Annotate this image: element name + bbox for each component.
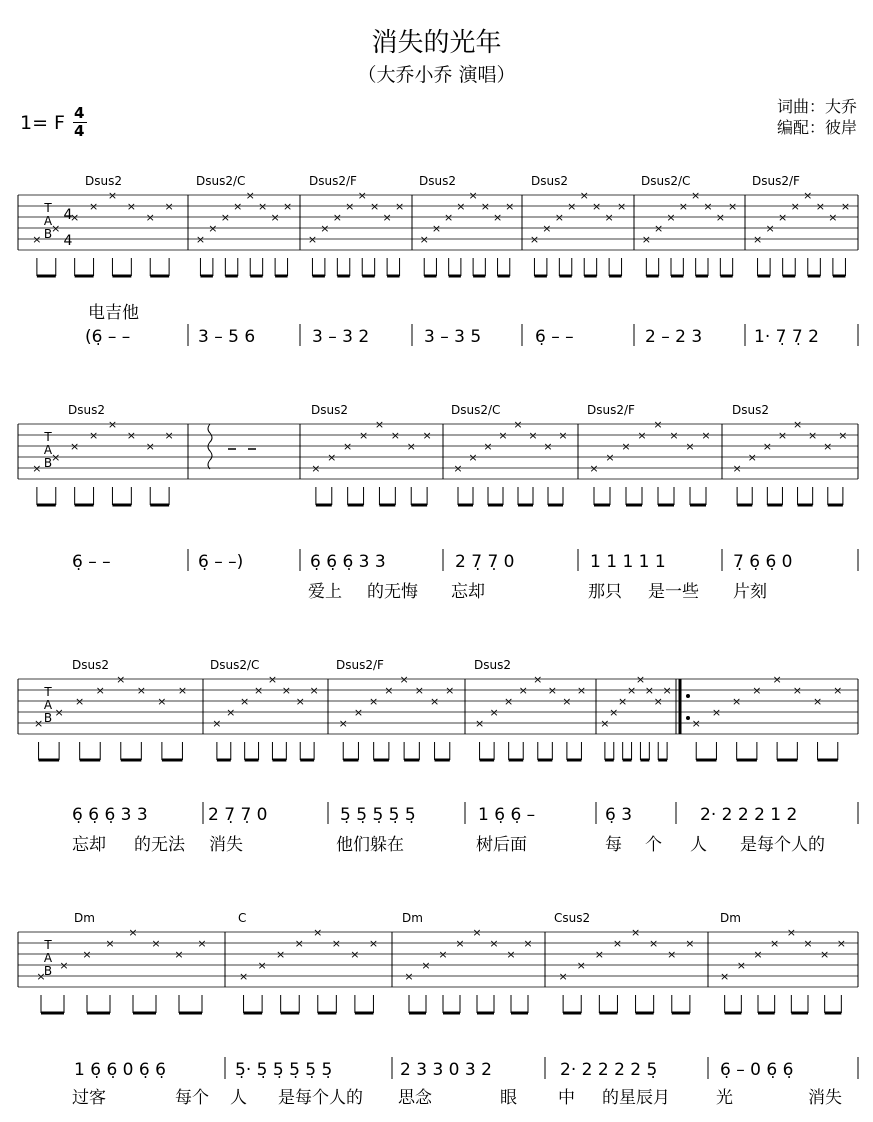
tab-note: × [295,695,305,708]
tab-note: × [653,418,663,431]
tab-note: × [685,440,695,453]
song-subtitle: （大乔小乔 演唱） [357,64,516,86]
tab-note: × [208,222,218,235]
tab-clef-letter: A [43,443,53,457]
tab-clef-letter: T [44,938,52,952]
tab-clef-letter: T [44,685,52,699]
tab-note: × [513,418,523,431]
tab-note: × [174,948,184,961]
tab-note: × [833,684,843,697]
numbered-notation-measure: 2 7̣ 7̣ 0 [455,552,515,572]
numbered-notation-measure: 1 1 1 1 1 [590,552,666,572]
tab-note: × [506,948,516,961]
numbered-notation-measure: 3 – 5 6 [198,327,256,347]
numbered-notation-measure: 5̣ 5̣ 5̣ 5̣ 5̣ [340,805,416,825]
time-signature-denominator: 4 [74,122,85,140]
tab-note: × [838,429,848,442]
tab-note: × [384,684,394,697]
tab-note: × [145,211,155,224]
tab-note: × [33,717,44,730]
tab-note: × [621,440,631,453]
tab-note: × [667,948,677,961]
lyric-word: 是一些 [648,582,699,602]
tab-note: × [240,695,250,708]
tab-note: × [542,222,552,235]
tab-note: × [327,451,337,464]
tab-note: × [772,673,782,686]
tab-note: × [267,673,278,686]
tab-note: × [528,429,538,442]
tab-note: × [576,684,587,697]
tab-note: × [32,233,42,246]
tab-note: × [276,948,286,961]
tab-note: × [777,429,788,442]
tab-note: × [480,200,490,213]
tab-note: × [518,684,528,697]
arranger: 编配：彼岸 [776,118,857,137]
numbered-notation-measure: (6̣ – – [85,327,131,347]
tab-note: × [492,211,503,224]
tab-note: × [107,418,118,431]
tab-note: × [145,440,155,453]
tab-note: × [554,211,564,224]
lyric-word: 中 [558,1088,575,1108]
tab-note: × [770,937,780,950]
chord-name: Dsus2/C [451,403,501,417]
tab-note: × [394,200,405,213]
numbered-notation-measure: 1 6̣ 6̣ 0 6̣ 6̣ [74,1060,166,1080]
tab-time-denominator: 4 [63,233,73,249]
tab-clef-letter: B [43,456,53,470]
tab-note: × [653,695,663,708]
tab-note: × [126,429,136,442]
lyric-word: 思念 [398,1088,432,1108]
tab-note: × [253,684,264,697]
tab-note: × [320,222,330,235]
tab-note: × [815,200,825,213]
tab-note: × [604,211,614,224]
tab-note: × [468,189,478,202]
tab-note: × [51,222,61,235]
numbered-notation-measure: 6̣ 6̣ 6̣ 3 3 [72,805,148,825]
tab-note: × [107,189,118,202]
tab-note: × [345,200,355,213]
tab-note: × [600,717,610,730]
tab-note: × [654,222,664,235]
tab-note: × [70,211,80,224]
tab-clef-letter: A [43,951,53,965]
tab-note: × [294,937,304,950]
tab-note: × [70,440,80,453]
repeat-dot [686,716,690,720]
numbered-notation-measure: 1 6̣ 6̣ – [478,805,536,825]
lyric-word: 消失 [808,1088,842,1108]
tab-note: × [626,684,637,697]
instrument-label: 电吉他 [88,303,139,323]
tab-note: × [609,706,619,719]
tab-note: × [533,673,543,686]
lyric-word: 过客 [72,1088,106,1108]
lyric-word: 忘却 [451,582,485,602]
tab-clef-letter: B [43,964,53,978]
tab-note: × [691,189,701,202]
tab-note: × [281,684,291,697]
tab-note: × [220,211,230,224]
tab-note: × [282,200,293,213]
tab-note: × [116,673,126,686]
numbered-notation-measure: 3 – 3 5 [424,327,482,347]
lyric-word: 是每个人的 [278,1088,363,1108]
lyric-word: 他们躲在 [336,835,404,855]
tab-note: × [523,937,533,950]
tab-note: × [332,211,342,224]
tab-note: × [431,222,442,235]
chord-name: Dsus2 [531,174,568,188]
tab-note: × [703,200,713,213]
lyric-word: 爱上 [308,582,342,602]
chord-name: Dsus2 [68,403,105,417]
tab-note: × [589,462,599,475]
tab-note: × [438,948,448,961]
chord-name: Dsus2/F [309,174,357,188]
tab-note: × [382,211,392,224]
tab-note: × [823,440,833,453]
tab-note: × [792,418,803,431]
lyric-word: 眼 [500,1088,517,1108]
lyric-word: 光 [716,1088,733,1108]
lyric-word: 个 [645,835,662,855]
tab-note: × [338,717,348,730]
tab-note: × [370,200,380,213]
tab-note: × [691,717,701,730]
tab-note: × [765,222,775,235]
tab-note: × [82,948,92,961]
tab-note: × [151,937,161,950]
tab-note: × [36,970,46,983]
numbered-notation-measure: 6̣ – – [72,552,111,572]
tab-time-numerator: 4 [63,207,73,223]
tab-note: × [307,233,318,246]
tab-clef-letter: B [43,711,53,725]
chord-name: Dsus2 [474,658,511,672]
chord-name: Dsus2/C [210,658,260,672]
tab-note: × [505,200,515,213]
tab-note: × [343,440,353,453]
tab-note: × [445,684,455,697]
tab-note: × [444,211,454,224]
chord-name: Dm [74,911,95,925]
chord-name: Dsus2/C [641,174,691,188]
numbered-notation-measure: 6̣ 3 [605,805,633,825]
tab-note: × [666,211,676,224]
chord-name: Csus2 [554,911,591,925]
tab-note: × [456,200,466,213]
tab-note: × [836,937,846,950]
tab-note: × [612,937,623,950]
tab-note: × [233,200,243,213]
tab-clef-letter: T [44,201,52,215]
tab-note: × [164,429,174,442]
tab-note: × [567,200,577,213]
tab-note: × [455,937,465,950]
tab-note: × [489,937,499,950]
lyric-word: 是每个人的 [740,835,825,855]
tab-note: × [128,926,138,939]
tab-note: × [812,695,823,708]
lyric-word: 消失 [209,835,243,855]
tab-note: × [212,717,222,730]
tab-note: × [594,948,604,961]
tab-note: × [543,440,553,453]
tab-note: × [820,948,830,961]
chord-name: Dm [402,911,423,925]
tab-note: × [752,233,763,246]
tab-note: × [558,970,568,983]
tab-note: × [736,959,746,972]
tab-note: × [257,959,267,972]
tab-note: × [635,673,646,686]
tab-note: × [197,937,207,950]
tab-note: × [762,440,772,453]
tab-note: × [474,717,485,730]
tab-note: × [644,684,654,697]
tab-note: × [406,440,416,453]
numbered-notation-measure: 6̣ – 0 6̣ 6̣ [720,1060,794,1080]
numbered-notation-measure: 7̣ 6̣ 6̣ 0 [733,552,793,572]
lyric-word: 的无悔 [367,582,418,602]
tab-note: × [637,429,647,442]
tab-note: × [414,684,424,697]
tab-note: × [579,189,589,202]
tab-note: × [562,695,572,708]
tab-clef-letter: A [43,698,53,712]
tab-note: × [732,462,742,475]
tab-note: × [576,959,586,972]
tab-note: × [32,462,42,475]
lyric-word: 那只 [588,582,622,602]
lyric-word: 人 [230,1088,247,1108]
tab-note: × [195,233,206,246]
tab-note: × [840,200,851,213]
key-signature: 1= F [20,112,65,134]
tab-note: × [592,200,602,213]
tab-note: × [105,937,115,950]
numbered-notation-measure: 2· 2 2 2 2 5̣ [560,1060,658,1080]
tab-note: × [350,948,360,961]
tab-note: × [126,200,136,213]
tab-note: × [136,684,146,697]
tab-note: × [164,200,174,213]
chord-name: Dsus2 [732,403,769,417]
numbered-notation-measure: 6̣ – –) [198,552,244,572]
lyricist-composer: 词曲：大乔 [776,97,857,116]
tab-note: × [732,695,742,708]
numbered-notation-measure: 3 – 3 2 [312,327,370,347]
chord-name: Dsus2/F [587,403,635,417]
tab-note: × [59,959,69,972]
tab-note: × [678,200,688,213]
tab-note: × [641,233,651,246]
numbered-notation-measure: 2 – 2 3 [645,327,703,347]
tab-note: × [88,200,99,213]
arpeggio-mark [208,424,212,469]
lyric-word: 人 [690,835,707,855]
song-title: 消失的光年 [371,28,502,58]
tab-note: × [720,970,730,983]
tab-clef-letter: A [43,214,53,228]
tab-note: × [368,937,379,950]
lyric-word: 每个 [175,1088,209,1108]
tab-note: × [701,429,711,442]
tab-note: × [808,429,818,442]
numbered-notation-measure: 5̣· 5̣ 5̣ 5̣ 5̣ 5̣ [235,1060,333,1080]
numbered-notation-measure: 6̣ 6̣ 6̣ 3 3 [310,552,386,572]
numbered-notation-measure: 1· 7̣ 7̣ 2 [754,327,819,347]
lyric-word: 忘却 [72,835,106,855]
tab-note: × [353,706,364,719]
numbered-notation-measure: 2· 2 2 2 1 2 [700,805,798,825]
repeat-dot [686,694,690,698]
tab-note: × [238,970,249,983]
tab-note: × [177,684,188,697]
chord-name: C [238,911,247,925]
tab-note: × [747,451,757,464]
tab-note: × [728,200,738,213]
tab-note: × [75,695,85,708]
tab-note: × [51,451,61,464]
tab-note: × [630,926,641,939]
numbered-notation-measure: 2 3 3 0 3 2 [400,1060,492,1080]
tab-note: × [792,684,802,697]
tab-note: × [245,189,255,202]
chord-name: Dsus2 [311,403,348,417]
numbered-notation-measure: 2 7̣ 7̣ 0 [208,805,268,825]
tab-note: × [790,200,800,213]
chord-name: Dsus2 [419,174,456,188]
chord-name: Dm [720,911,741,925]
tab-note: × [498,429,508,442]
tab-note: × [357,189,367,202]
lyric-word: 树后面 [476,835,527,855]
tab-note: × [226,706,236,719]
lyric-word: 的星辰月 [602,1088,670,1108]
tab-note: × [468,451,478,464]
tab-clef-letter: T [44,430,52,444]
tab-note: × [711,706,722,719]
tab-note: × [421,959,431,972]
tab-note: × [803,937,813,950]
tab-note: × [778,211,788,224]
chord-name: Dsus2/F [752,174,800,188]
tab-note: × [95,684,105,697]
tab-note: × [752,684,762,697]
tab-note: × [258,200,268,213]
tab-note: × [311,462,321,475]
lyric-word: 每 [605,835,622,855]
lyric-word: 片刻 [733,582,767,602]
tab-note: × [313,926,323,939]
tab-note: × [88,429,99,442]
lyric-word: 的无法 [134,835,185,855]
tab-note: × [331,937,341,950]
tab-note: × [453,462,463,475]
tab-note: × [803,189,813,202]
numbered-notation-measure: 6̣ – – [535,327,574,347]
chord-name: Dsus2 [85,174,122,188]
tab-note: × [786,926,796,939]
tab-note: × [369,695,379,708]
tab-note: × [558,429,568,442]
chord-name: Dsus2/C [196,174,246,188]
tab-note: × [616,200,627,213]
tab-note: × [390,429,400,442]
tab-note: × [489,706,499,719]
tab-note: × [419,233,429,246]
tab-note: × [483,440,493,453]
tab-note: × [529,233,540,246]
tab-note: × [358,429,369,442]
tab-note: × [618,695,628,708]
tab-note: × [472,926,482,939]
tab-note: × [422,429,432,442]
tab-note: × [685,937,695,950]
tab-note: × [605,451,615,464]
chord-name: Dsus2 [72,658,109,672]
tab-note: × [399,673,409,686]
time-signature-numerator: 4 [74,104,85,122]
tab-note: × [54,706,64,719]
tab-note: × [828,211,838,224]
tab-note: × [715,211,725,224]
tab-note: × [504,695,514,708]
tab-note: × [547,684,557,697]
tab-note: × [669,429,679,442]
tab-note: × [753,948,763,961]
tab-note: × [270,211,280,224]
tab-note: × [374,418,385,431]
tab-clef-letter: B [43,227,53,241]
tab-note: × [662,684,672,697]
tab-note: × [649,937,659,950]
tab-note: × [157,695,167,708]
chord-name: Dsus2/F [336,658,384,672]
tab-note: × [309,684,319,697]
tab-note: × [429,695,440,708]
tab-note: × [404,970,414,983]
